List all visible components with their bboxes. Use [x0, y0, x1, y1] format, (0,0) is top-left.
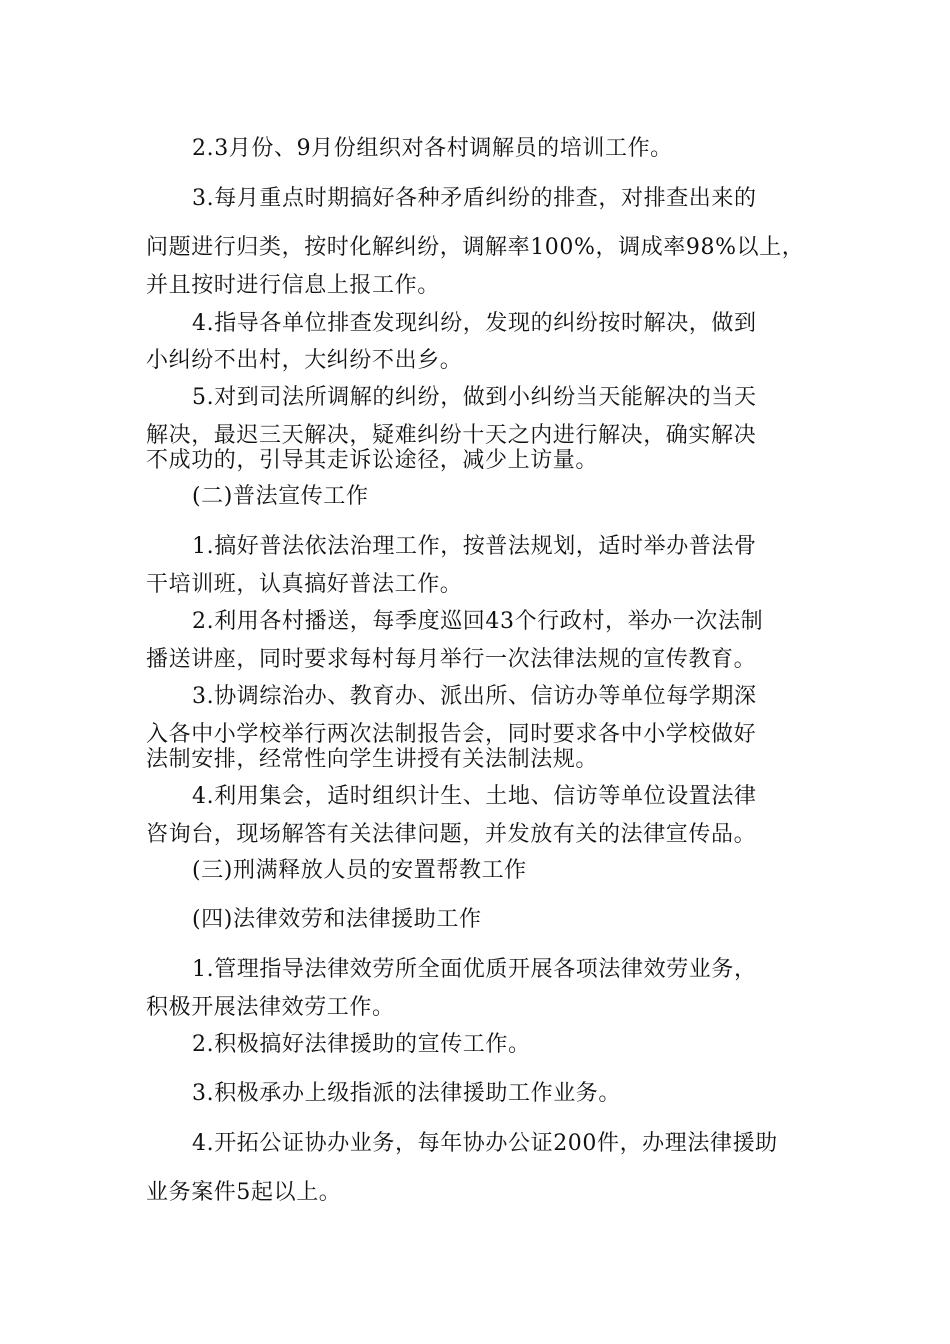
text-line-26: 4.开拓公证协办业务，每年协办公证200件，办理法律援助 — [192, 1131, 778, 1156]
text-line-17: 法制安排，经常性向学生讲授有关法制法规。 — [146, 747, 599, 772]
text-line-11: 1.搞好普法依法治理工作，按普法规划，适时举办普法骨 — [192, 534, 757, 559]
text-line-19: 咨询台，现场解答有关法律问题，并发放有关的法律宣传品。 — [146, 822, 757, 847]
text-line-15: 3.协调综治办、教育办、派出所、信访办等单位每学期深 — [192, 684, 757, 709]
text-line-4: 并且按时进行信息上报工作。 — [146, 273, 440, 298]
text-line-7: 5.对到司法所调解的纠纷，做到小纠纷当天能解决的当天 — [192, 385, 757, 410]
text-line-22: 1.管理指导法律效劳所全面优质开展各项法律效劳业务， — [192, 957, 757, 982]
text-line-14: 播送讲座，同时要求每村每月举行一次法律法规的宣传教育。 — [146, 647, 757, 672]
text-line-18: 4.利用集会，适时组织计生、土地、信访等单位设置法律 — [192, 784, 757, 809]
section-heading-3: (三)刑满释放人员的安置帮教工作 — [192, 858, 527, 883]
text-line-6: 小纠纷不出村，大纠纷不出乡。 — [146, 348, 463, 373]
section-heading-2: (二)普法宣传工作 — [192, 484, 369, 509]
text-line-12: 干培训班，认真搞好普法工作。 — [146, 572, 463, 597]
text-line-24: 2.积极搞好法律援助的宣传工作。 — [192, 1032, 531, 1057]
text-line-25: 3.积极承办上级指派的法律援助工作业务。 — [192, 1081, 621, 1106]
text-line-5: 4.指导各单位排查发现纠纷，发现的纠纷按时解决，做到 — [192, 311, 757, 336]
text-line-2: 3.每月重点时期搞好各种矛盾纠纷的排查，对排查出来的 — [192, 186, 757, 211]
text-line-8: 解决，最迟三天解决，疑难纠纷十天之内进行解决，确实解决 — [146, 423, 757, 448]
text-line-16: 入各中小学校举行两次法制报告会，同时要求各中小学校做好 — [146, 722, 757, 747]
text-line-1: 2.3月份、9月份组织对各村调解员的培训工作。 — [192, 136, 673, 161]
text-line-3: 问题进行归类，按时化解纠纷，调解率100%，调成率98%以上， — [146, 235, 805, 260]
text-line-23: 积极开展法律效劳工作。 — [146, 995, 395, 1020]
text-line-9: 不成功的，引导其走诉讼途径，减少上访量。 — [146, 448, 599, 473]
text-line-27: 业务案件5起以上。 — [146, 1180, 342, 1205]
text-line-13: 2.利用各村播送，每季度巡回43个行政村，举办一次法制 — [192, 609, 764, 634]
section-heading-4: (四)法律效劳和法律援助工作 — [192, 907, 482, 932]
